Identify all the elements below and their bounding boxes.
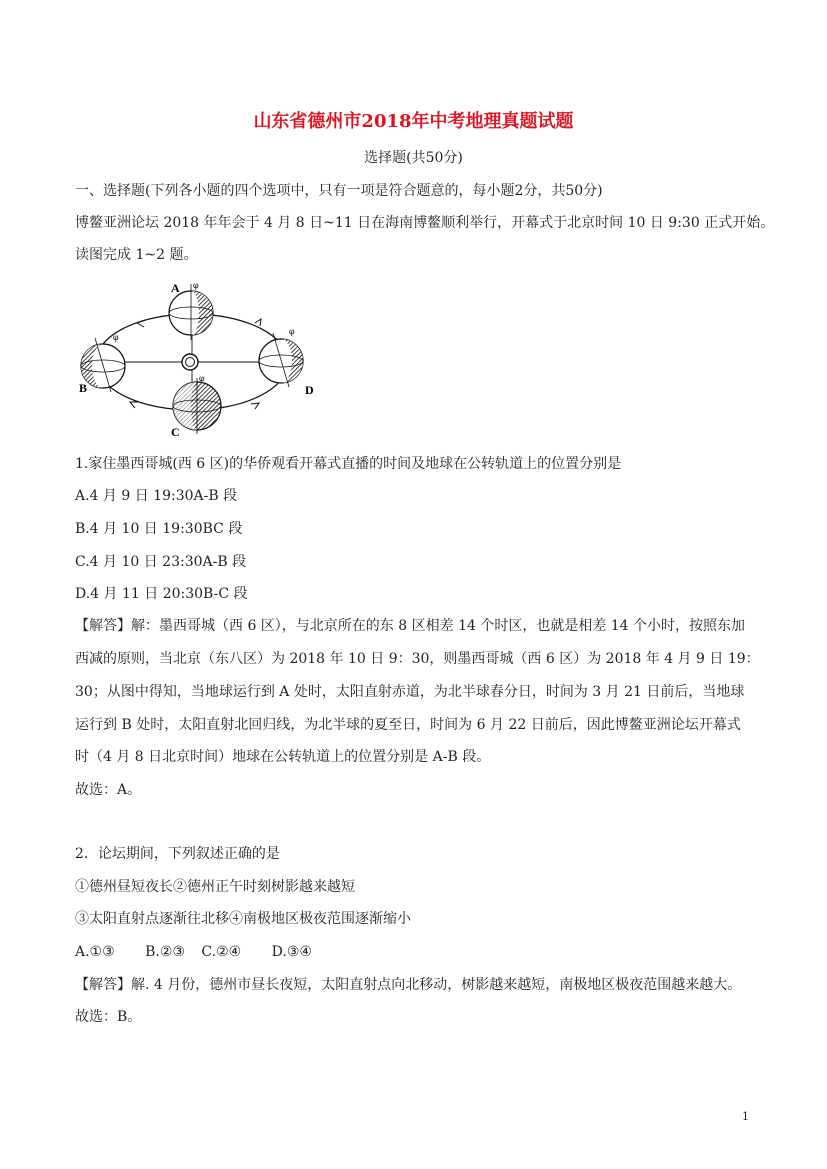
- q2-option-a: A.①③: [75, 944, 115, 960]
- earth-d-icon: [259, 333, 303, 387]
- earth-b-icon: [81, 338, 125, 392]
- q1-answer-line-2: 西减的原则，当北京（东八区）为 2018 年 10 日 9：30，则墨西哥城（西 6 区）为 2018 年 4 月 9 日 19：: [75, 651, 760, 667]
- q2-options: [75, 943, 312, 961]
- axis-symbol-a: φ: [193, 281, 199, 290]
- q2-option-d: D.③④: [271, 944, 312, 960]
- q2-statement-1: ①德州昼短夜长②德州正午时刻树影越来越短: [75, 879, 355, 895]
- q1-answer-line-4: 运行到 B 处时，太阳直射北回归线，为北半球的夏至日，时间为 6 月 22 日前后，因此博鳌亚洲论坛开幕式: [75, 717, 741, 733]
- q2-statement-2: ③太阳直射点逐渐往北移④南极地区极夜范围逐渐缩小: [75, 911, 411, 927]
- label-c: C: [171, 425, 180, 439]
- q1-answer-line-5: 时（4 月 8 日北京时间）地球在公转轨道上的位置分别是 A-B 段。: [75, 749, 491, 765]
- axis-symbol-d: φ: [289, 327, 295, 336]
- label-b: B: [79, 381, 88, 395]
- intro-line-1: 博鳌亚洲论坛 2018 年年会于 4 月 8 日~11 日在海南博鳌顺利举行，开幕式于北京时间 10 日 9:30 正式开始。: [75, 215, 775, 231]
- q1-option-b: B.4 月 10 日 19:30BC 段: [75, 521, 243, 537]
- q1-answer-line-3: 30；从图中得知，当地球运行到 A 处时，太阳直射赤道，为北半球春分日，时间为 3 月 21 日前后，当地球: [75, 684, 745, 700]
- q1-choice: 故选：A。: [75, 782, 142, 798]
- page-title: 山东省德州市2018年中考地理真题试题: [253, 111, 574, 132]
- intro-line-2: 读图完成 1~2 题。: [75, 247, 198, 263]
- earth-c-icon: [173, 378, 221, 434]
- q2-choice: 故选：B。: [75, 1009, 142, 1025]
- earth-orbit-figure: [75, 280, 325, 440]
- section-subtitle: 选择题(共50分): [364, 150, 463, 166]
- label-d: D: [305, 383, 314, 397]
- label-a: A: [171, 281, 180, 295]
- section-heading: 一、选择题(下列各小题的四个选项中，只有一项是符合题意的，每小题2分，共50分): [75, 183, 603, 199]
- q2-option-b: B.②③: [145, 944, 185, 960]
- page-number: 1: [742, 1110, 749, 1123]
- q1-option-a: A.4 月 9 日 19:30A-B 段: [75, 488, 238, 504]
- axis-symbol-b: φ: [113, 333, 119, 342]
- q1-stem: 1.家住墨西哥城(西 6 区)的华侨观看开幕式直播的时间及地球在公转轨道上的位置分别是: [75, 456, 622, 472]
- q1-option-c: C.4 月 10 日 23:30A-B 段: [75, 554, 247, 570]
- axis-symbol-c: φ: [199, 374, 205, 383]
- q2-option-c: C.②④: [201, 944, 242, 960]
- q2-stem: 2．论坛期间，下列叙述正确的是: [75, 846, 280, 862]
- q2-answer: 【解答】解. 4 月份，德州市昼长夜短，太阳直射点向北移动，树影越来越短，南极地区极夜范围越来越大。: [75, 977, 742, 993]
- q1-answer-line-1: 【解答】解：墨西哥城（西 6 区），与北京所在的东 8 区相差 14 个时区，也就是相差 14 个小时，按照东加: [75, 618, 746, 634]
- q1-option-d: D.4 月 11 日 20:30B-C 段: [75, 586, 248, 602]
